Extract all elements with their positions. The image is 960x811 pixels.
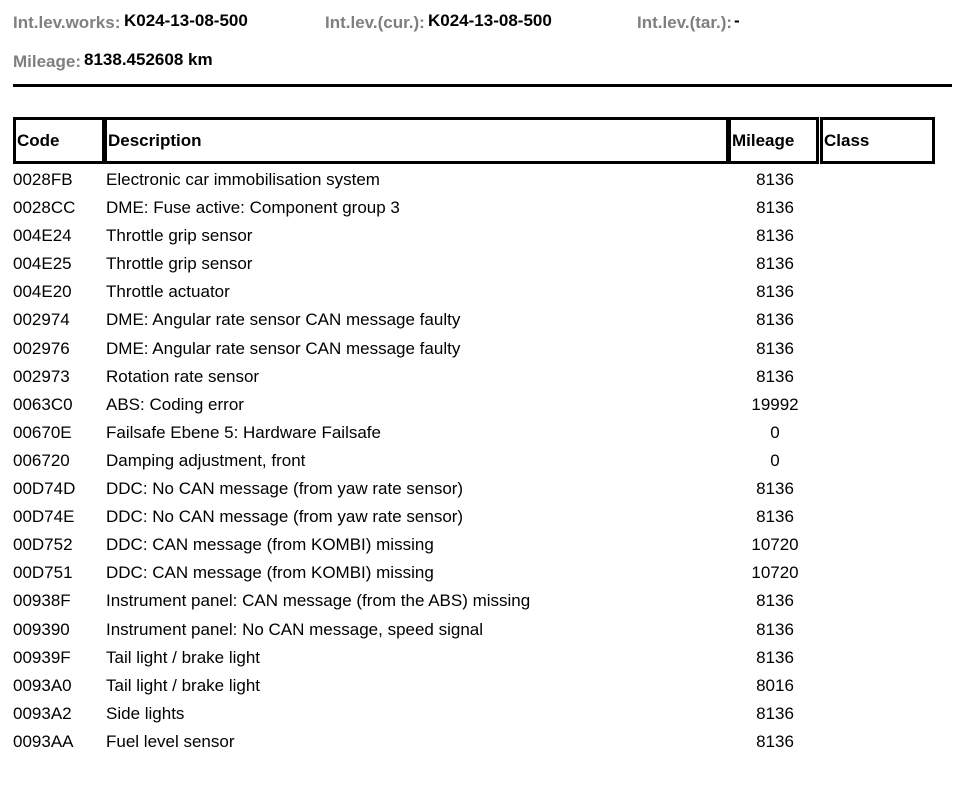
cell-code: 004E25: [13, 254, 72, 274]
cell-code: 002974: [13, 310, 70, 330]
header-divider: [13, 84, 952, 87]
table-row: [0, 221, 960, 249]
cell-description: Tail light / brake light: [106, 647, 261, 667]
table-row: [0, 474, 960, 502]
cell-mileage: 8136: [756, 254, 794, 274]
int-lev-cur-label: Int.lev.(cur.):: [325, 13, 425, 32]
cell-description: Throttle actuator: [106, 282, 230, 302]
column-header-description: Description: [104, 117, 729, 164]
cell-code: 0093A2: [13, 703, 72, 723]
cell-code: 0093A0: [13, 675, 72, 695]
cell-code: 00D752: [13, 535, 73, 555]
cell-description: ABS: Coding error: [106, 394, 244, 414]
cell-description: Tail light / brake light: [106, 675, 261, 695]
int-lev-works-value: K024-13-08-500: [124, 11, 248, 30]
cell-description: DME: Angular rate sensor CAN message faulty: [106, 338, 461, 358]
cell-mileage: 8136: [756, 591, 794, 611]
cell-mileage: 0: [770, 422, 780, 442]
cell-code: 004E24: [13, 226, 72, 246]
cell-mileage: 8136: [756, 479, 794, 499]
table-row: [0, 418, 960, 446]
cell-description: DME: Fuse active: Component group 3: [106, 198, 400, 218]
cell-code: 006720: [13, 450, 70, 470]
cell-code: 00D74D: [13, 479, 76, 499]
cell-code: 0063C0: [13, 394, 73, 414]
cell-mileage: 8136: [756, 366, 794, 386]
cell-mileage: 19992: [751, 394, 799, 414]
cell-code: 00D751: [13, 563, 73, 583]
table-row: [0, 362, 960, 390]
int-lev-tar-value: -: [734, 11, 740, 30]
cell-code: 00670E: [13, 422, 72, 442]
cell-mileage: 8136: [756, 282, 794, 302]
cell-code: 002973: [13, 366, 70, 386]
table-row: [0, 334, 960, 362]
column-header-code: Code: [13, 117, 105, 164]
table-row: [0, 446, 960, 474]
table-row: [0, 305, 960, 333]
cell-description: DDC: No CAN message (from yaw rate sensor): [106, 507, 464, 527]
column-header-mileage: Mileage: [728, 117, 819, 164]
table-row: [0, 165, 960, 193]
cell-description: DME: Angular rate sensor CAN message faulty: [106, 310, 461, 330]
mileage-value: 8138.452608 km: [84, 50, 213, 69]
cell-mileage: 8016: [756, 675, 794, 695]
cell-description: DDC: CAN message (from KOMBI) missing: [106, 563, 434, 583]
table-row: [0, 558, 960, 586]
cell-description: Rotation rate sensor: [106, 366, 260, 386]
cell-description: Throttle grip sensor: [106, 254, 253, 274]
cell-code: 0093AA: [13, 731, 74, 751]
cell-code: 00938F: [13, 591, 71, 611]
table-row: [0, 586, 960, 614]
cell-mileage: 10720: [751, 535, 799, 555]
cell-mileage: 8136: [756, 647, 794, 667]
table-row: [0, 502, 960, 530]
cell-code: 00939F: [13, 647, 71, 667]
cell-code: 009390: [13, 619, 70, 639]
cell-description: Instrument panel: CAN message (from the ABS) missing: [106, 591, 531, 611]
cell-description: Fuel level sensor: [106, 731, 235, 751]
cell-description: DDC: CAN message (from KOMBI) missing: [106, 535, 434, 555]
table-row: [0, 249, 960, 277]
table-row: [0, 727, 960, 755]
cell-mileage: 8136: [756, 170, 794, 189]
fault-code-table-body: [0, 165, 960, 755]
cell-description: Side lights: [106, 703, 185, 723]
mileage-label: Mileage:: [13, 52, 82, 71]
int-lev-cur-value: K024-13-08-500: [428, 11, 552, 30]
table-row: [0, 277, 960, 305]
cell-mileage: 8136: [756, 619, 794, 639]
cell-code: 002976: [13, 338, 70, 358]
cell-description: DDC: No CAN message (from yaw rate sensor): [106, 479, 464, 499]
cell-mileage: 8136: [756, 198, 794, 218]
int-lev-works-label: Int.lev.works:: [13, 13, 121, 32]
table-row: [0, 193, 960, 221]
cell-mileage: 8136: [756, 226, 794, 246]
cell-description: Instrument panel: No CAN message, speed signal: [106, 619, 484, 639]
table-row: [0, 530, 960, 558]
cell-code: 0028FB: [13, 170, 73, 189]
cell-mileage: 8136: [756, 703, 794, 723]
cell-mileage: 10720: [751, 563, 799, 583]
cell-mileage: 8136: [756, 338, 794, 358]
cell-description: Throttle grip sensor: [106, 226, 253, 246]
column-header-class: Class: [820, 117, 935, 164]
cell-description: Electronic car immobilisation system: [106, 170, 380, 189]
cell-code: 004E20: [13, 282, 72, 302]
cell-code: 0028CC: [13, 198, 76, 218]
cell-mileage: 8136: [756, 731, 794, 751]
table-row: [0, 615, 960, 643]
cell-mileage: 0: [770, 450, 780, 470]
cell-mileage: 8136: [756, 310, 794, 330]
cell-code: 00D74E: [13, 507, 75, 527]
cell-mileage: 8136: [756, 507, 794, 527]
cell-description: Failsafe Ebene 5: Hardware Failsafe: [106, 422, 381, 442]
cell-description: Damping adjustment, front: [106, 450, 306, 470]
table-row: [0, 699, 960, 727]
table-row: [0, 390, 960, 418]
int-lev-tar-label: Int.lev.(tar.):: [637, 13, 733, 32]
table-row: [0, 671, 960, 699]
table-row: [0, 643, 960, 671]
